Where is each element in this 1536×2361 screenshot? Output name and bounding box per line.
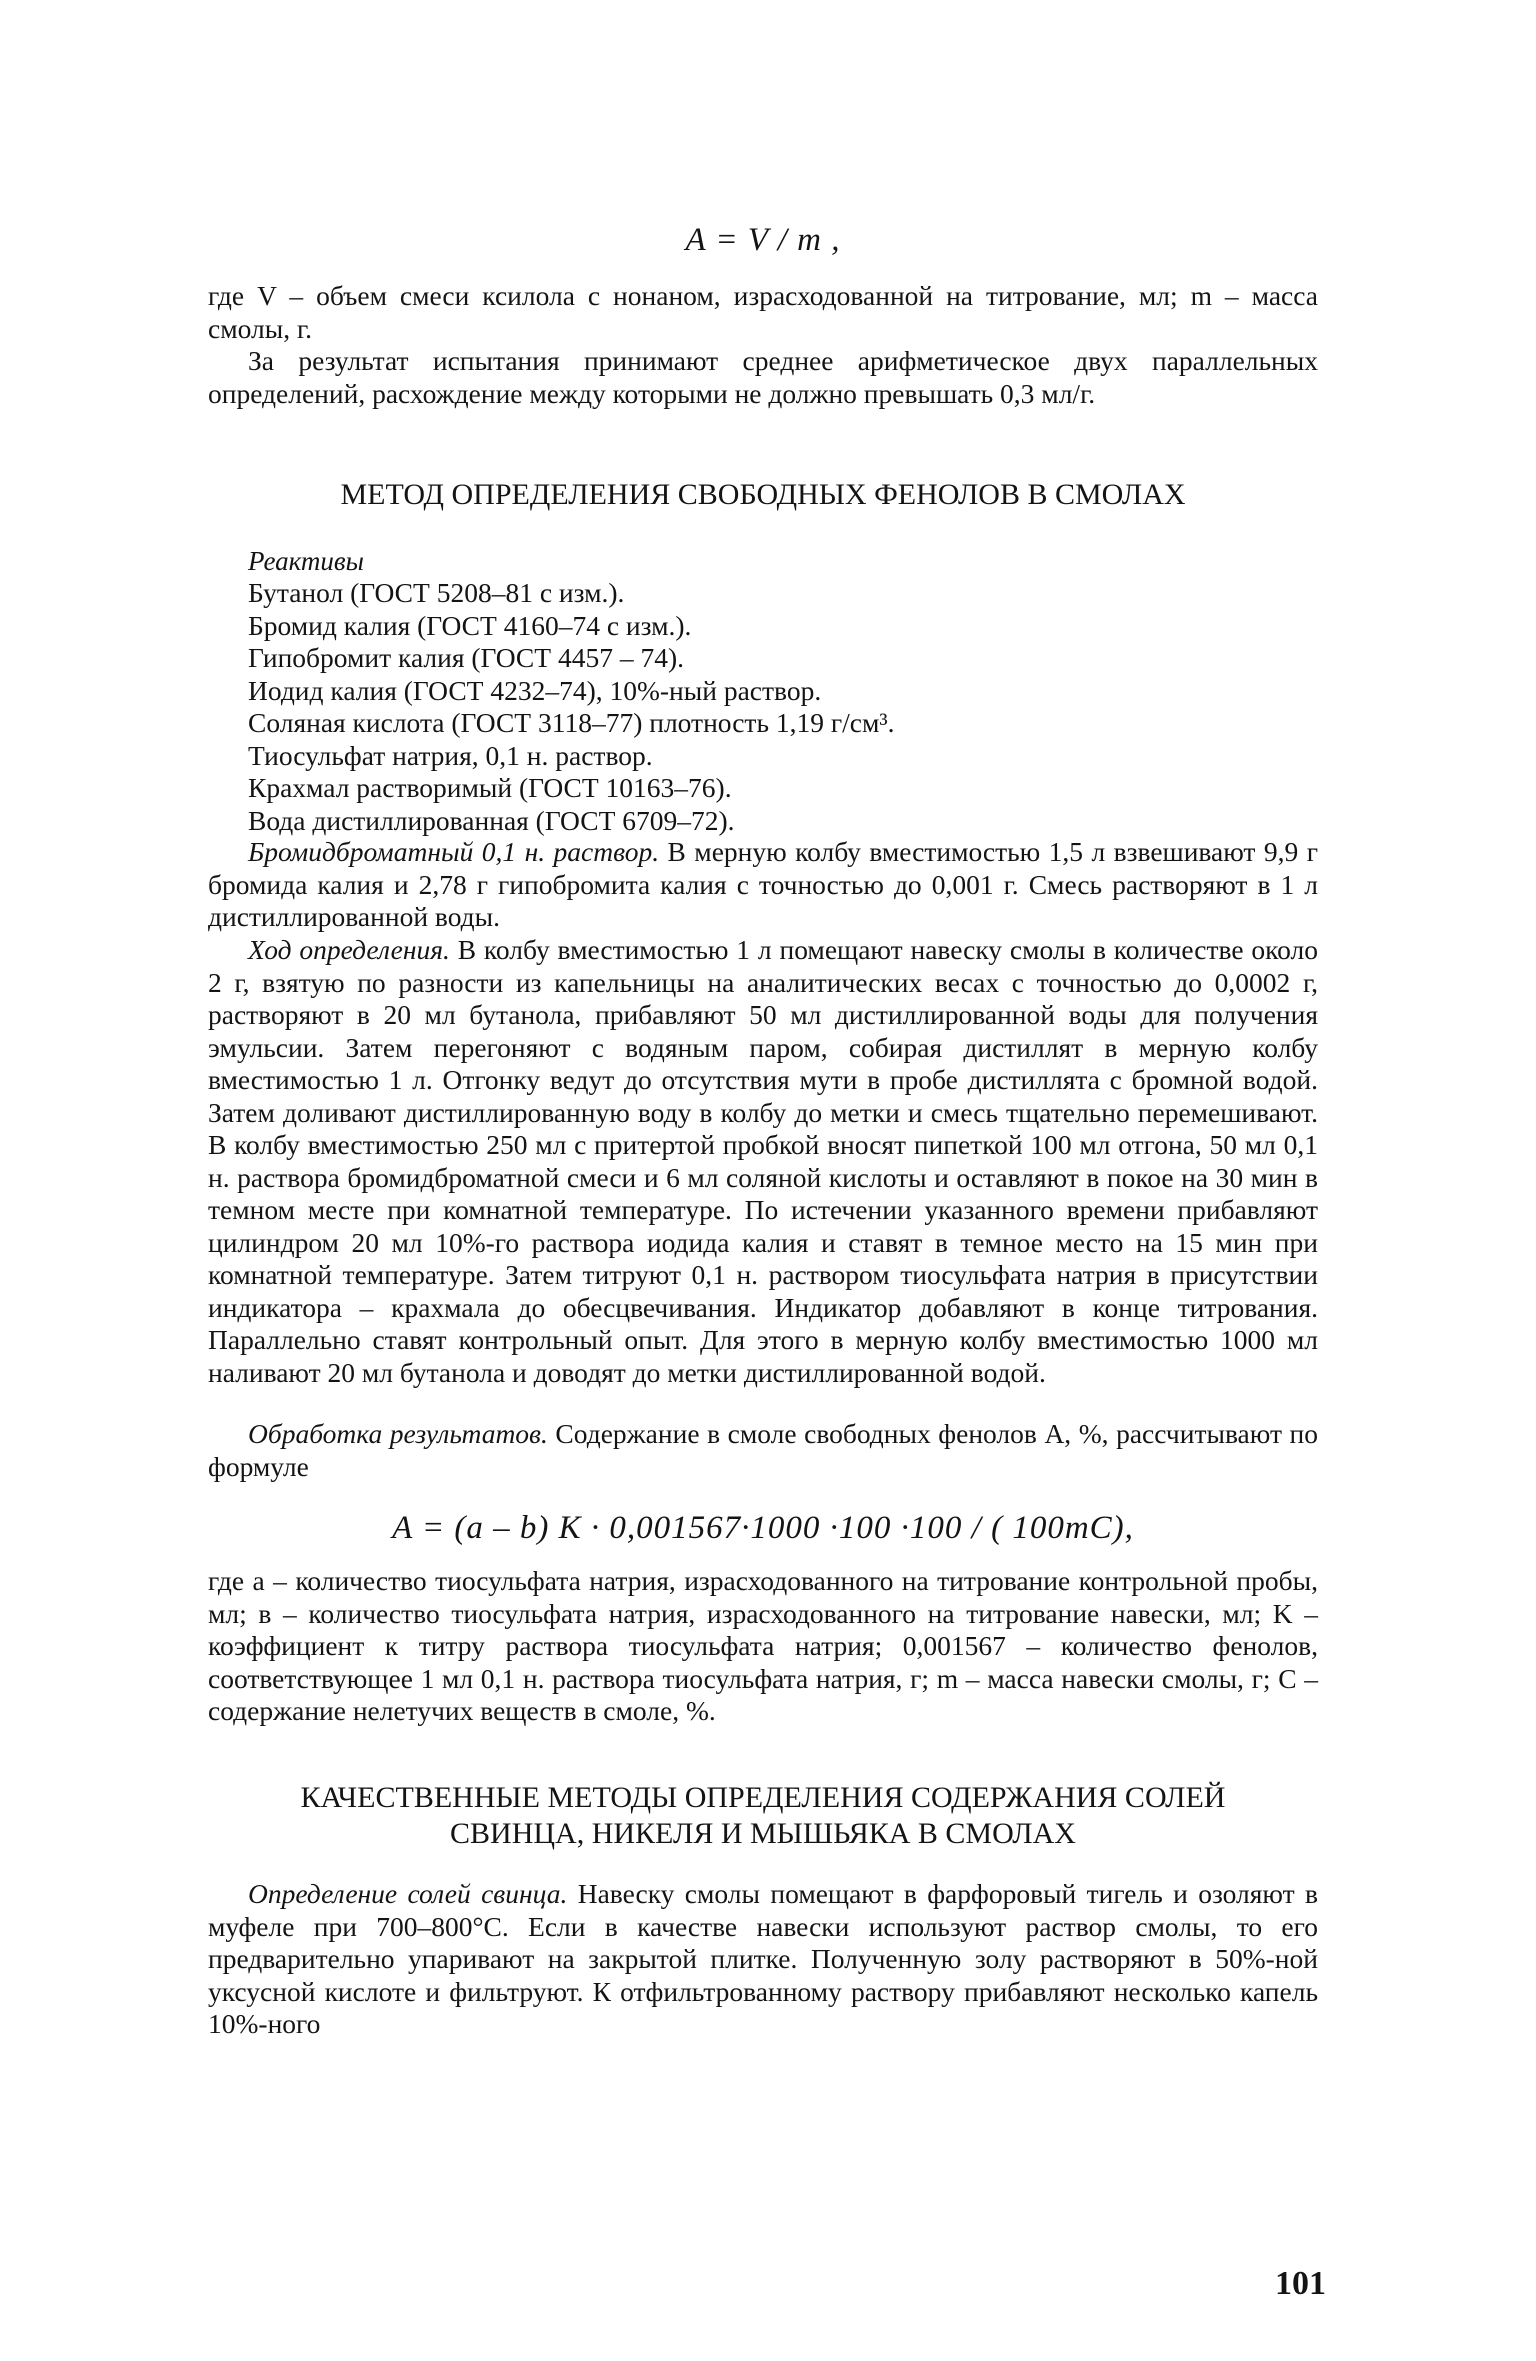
list-item: Гипобромит калия (ГОСТ 4457 – 74).	[248, 642, 684, 673]
section2-title-line2: СВИНЦА, НИКЕЛЯ И МЫШЬЯКА В СМОЛАХ	[450, 1817, 1076, 1850]
where-main: где a – количество тиосульфата натрия, израсходованного на титрование контрольной пробы, мл; в – количество тиосульфата натрия, израсходованного на титрование навески, мл; K – коэффициент к титру раствора тиосульфата натрия; 0,001567 – количество фенолов, соответствующее 1 мл 0,1 н. раствора тиосульфата натрия, г; m – масса навески смолы, г; C – содержание нелетучих веществ в смоле, %.	[208, 1565, 1318, 1726]
list-item: Бутанол (ГОСТ 5208–81 с изм.).	[248, 577, 625, 608]
lead-salts-text: Навеску смолы помещают в фарфоровый тигель и озоляют в муфеле при 700–800°C. Если в качестве навески используют раствор смолы, то его предварительно упаривают на закрытой плитке. Полученную золу растворяют в 50%-ной уксусной кислоте и фильтруют. К отфильтрованному раствору прибавляют несколько капель 10%-ного	[208, 1878, 1318, 2039]
where-top: где V – объем смеси ксилола с нонаном, израсходованной на титрование, мл; m – масса смолы, г.	[208, 280, 1318, 344]
section1-title: МЕТОД ОПРЕДЕЛЕНИЯ СВОБОДНЫХ ФЕНОЛОВ В СМОЛАХ	[340, 478, 1186, 511]
list-item: Вода дистиллированная (ГОСТ 6709–72).	[248, 804, 735, 836]
bromide-text: В мерную колбу вместимостью 1,5 л взвешивают 9,9 г бромида калия и 2,78 г гипобромита калия с точностью до 0,001 г. Смесь растворяют в 1 л дистиллированной воды.	[208, 836, 1318, 932]
list-item: Соляная кислота (ГОСТ 3118–77) плотность 1,19 г/см³.	[248, 707, 895, 738]
section2-title	[208, 1780, 1318, 1852]
bromide-paragraph	[208, 836, 1318, 934]
formula-main: A = (a – b) K · 0,001567·1000 ·100 ·100 / ( 100mC),	[392, 1510, 1134, 1546]
lead-salts-lead: Определение солей свинца.	[248, 1878, 568, 1909]
processing-paragraph	[208, 1418, 1318, 1483]
page-number: 101	[1275, 2265, 1326, 2302]
list-item: Крахмал растворимый (ГОСТ 10163–76).	[248, 772, 732, 803]
processing-lead: Обработка результатов.	[248, 1418, 548, 1449]
processing-text: Содержание в смоле свободных фенолов A, %, рассчитывают по формуле	[208, 1418, 1318, 1482]
reagents-list	[208, 577, 1318, 837]
procedure-paragraph	[208, 934, 1318, 1389]
lead-paragraph	[208, 1878, 1318, 2041]
section2-title-line1: КАЧЕСТВЕННЫЕ МЕТОДЫ ОПРЕДЕЛЕНИЯ СОДЕРЖАНИЯ СОЛЕЙ	[300, 1781, 1226, 1814]
list-item: Тиосульфат натрия, 0,1 н. раствор.	[248, 739, 653, 771]
procedure-text: В колбу вместимостью 1 л помещают навеску смолы в количестве около 2 г, взятую по разности из капельницы на аналитических весах с точностью до 0,0002 г, растворяют в 20 мл бутанола, прибавляют 50 мл дистиллированной воды для получения эмульсии. Затем перегоняют с водяным паром, собирая дистиллят в мерную колбу вместимостью 1 л. Отгонку ведут до отсутствия мути в пробе дистиллята с бромной водой. Затем доливают дистиллированную воду в колбу до метки и смесь тщательно перемешивают. В колбу вместимостью 250 мл с притертой пробкой вносят пипеткой 100 мл отгона, 50 мл 0,1 н. раствора бромидброматной смеси и 6 мл соляной кислоты и оставляют в покое на 30 мин в темном месте при комнатной температуре. По истечении указанного времени прибавляют цилиндром 20 мл 10%-го раствора иодида калия и ставят в темное место на 15 мин при комнатной температуре. Затем титруют 0,1 н. раствором тиосульфата натрия в присутствии индикатора – крахмала до обесцвечивания. Индикатор добавляют в конце титрования. Параллельно ставят контрольный опыт. Для этого в мерную колбу вместимостью 1000 мл наливают 20 мл бутанола и доводят до метки дистиллированной водой.	[208, 934, 1318, 1388]
list-item: Бромид калия (ГОСТ 4160–74 с изм.).	[248, 609, 692, 641]
bromide-lead: Бромидброматный 0,1 н. раствор.	[248, 836, 660, 867]
formula-top: A = V / m ,	[685, 222, 841, 258]
reagents-block	[208, 545, 1318, 837]
reagents-title: Реактивы	[248, 546, 364, 576]
list-item: Иодид калия (ГОСТ 4232–74), 10%-ный раствор.	[248, 674, 822, 706]
procedure-lead: Ход определения.	[248, 934, 450, 965]
result-paragraph: За результат испытания принимают среднее арифметическое двух параллельных определений, расхождение между которыми не должно превышать 0,3 мл/г.	[208, 345, 1318, 409]
